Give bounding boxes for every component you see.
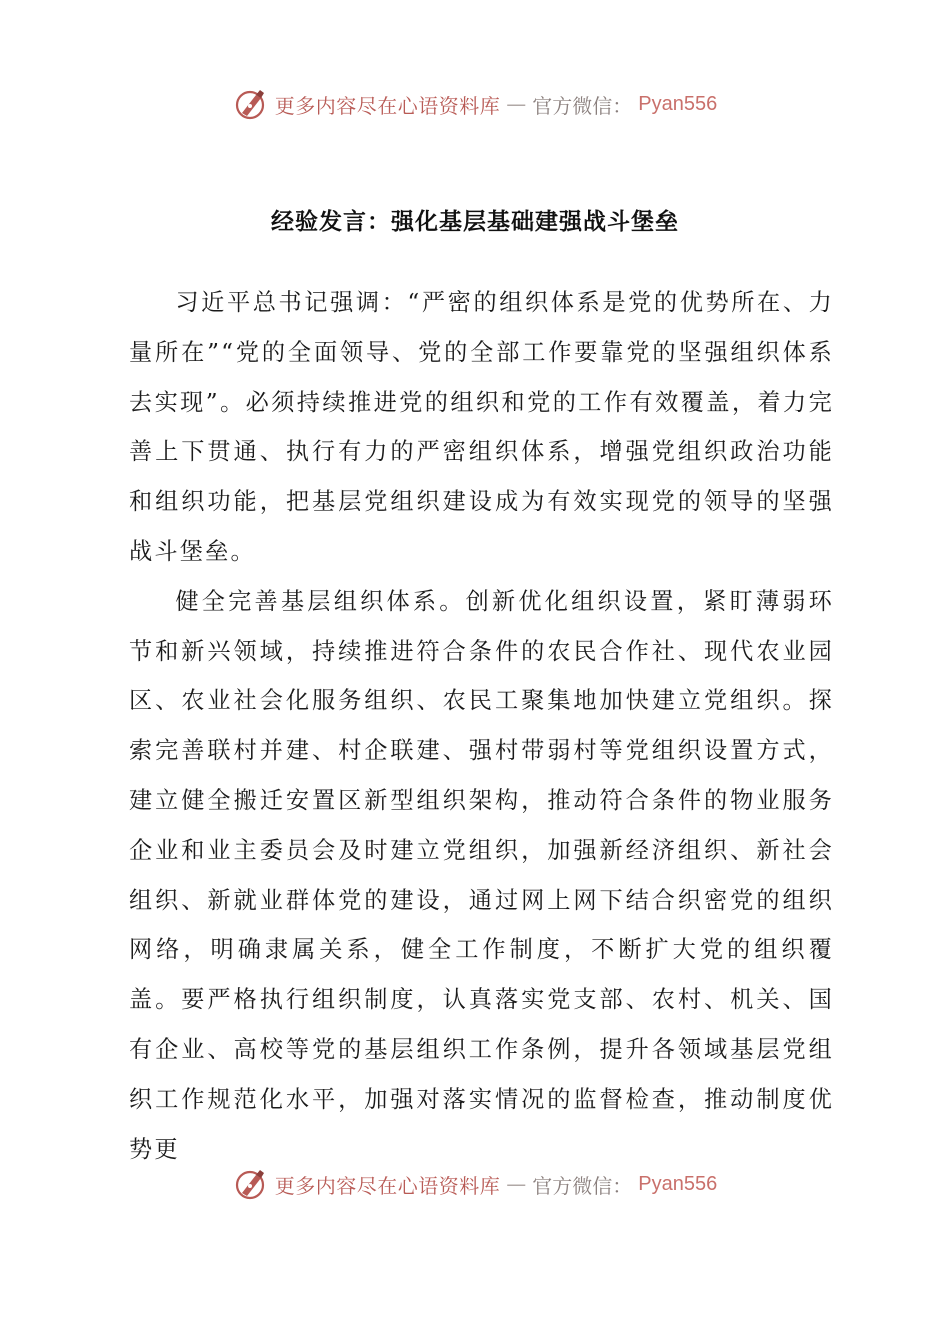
banner-wechat-label: 官方微信： xyxy=(532,93,633,118)
banner-separator: — xyxy=(506,92,527,116)
banner-wechat-id: Pyan556 xyxy=(638,92,718,115)
banner-slogan: 更多内容尽在心语资料库 xyxy=(274,93,501,118)
body-paragraph: 习近平总书记强调：“严密的组织体系是党的优势所在、力量所在”“党的全面领导、党的全部工作要靠党的坚强组织体系去实现”。必须持续推进党的组织和党的工作有效覆盖，着力完善上下贯通、执行有力的严密组织体系，增强党组织政治功能和组织功能，把基层党组织建设成为有效实现党的领导的坚强战斗堡垒。 xyxy=(129,289,834,565)
banner-wechat-id: Pyan556 xyxy=(638,1172,718,1195)
banner-separator: — xyxy=(506,1172,527,1196)
body-paragraph: 健全完善基层组织体系。创新优化组织设置，紧盯薄弱环节和新兴领域，持续推进符合条件的农民合作社、现代农业园区、农业社会化服务组织、农民工聚集地加快建立党组织。探索完善联村并建、村企联建、强村带弱村等党组织设置方式，建立健全搬迁安置区新型组织架构，推动符合条件的物业服务企业和业主委员会及时建立党组织，加强新经济组织、新社会组织、新就业群体党的建设，通过网上网下结合织密党的组织网络，明确隶属关系，健全工作制度，不断扩大党的组织覆盖。要严格执行组织制度，认真落实党支部、农村、机关、国有企业、高校等党的基层组织工作条例，提升各领域基层党组织工作规范化水平，加强对落实情况的监督检查，推动制度优势更 xyxy=(129,587,834,1163)
footer-watermark-banner xyxy=(0,1164,950,1204)
fountain-pen-logo-icon xyxy=(233,1166,269,1202)
fountain-pen-logo-icon xyxy=(233,86,269,122)
banner-slogan: 更多内容尽在心语资料库 xyxy=(274,1173,501,1198)
document-body xyxy=(129,278,834,1174)
banner-wechat-label: 官方微信： xyxy=(532,1173,633,1198)
document-title: 经验发言：强化基层基础建强战斗堡垒 xyxy=(271,209,679,235)
header-watermark-banner xyxy=(0,84,950,124)
